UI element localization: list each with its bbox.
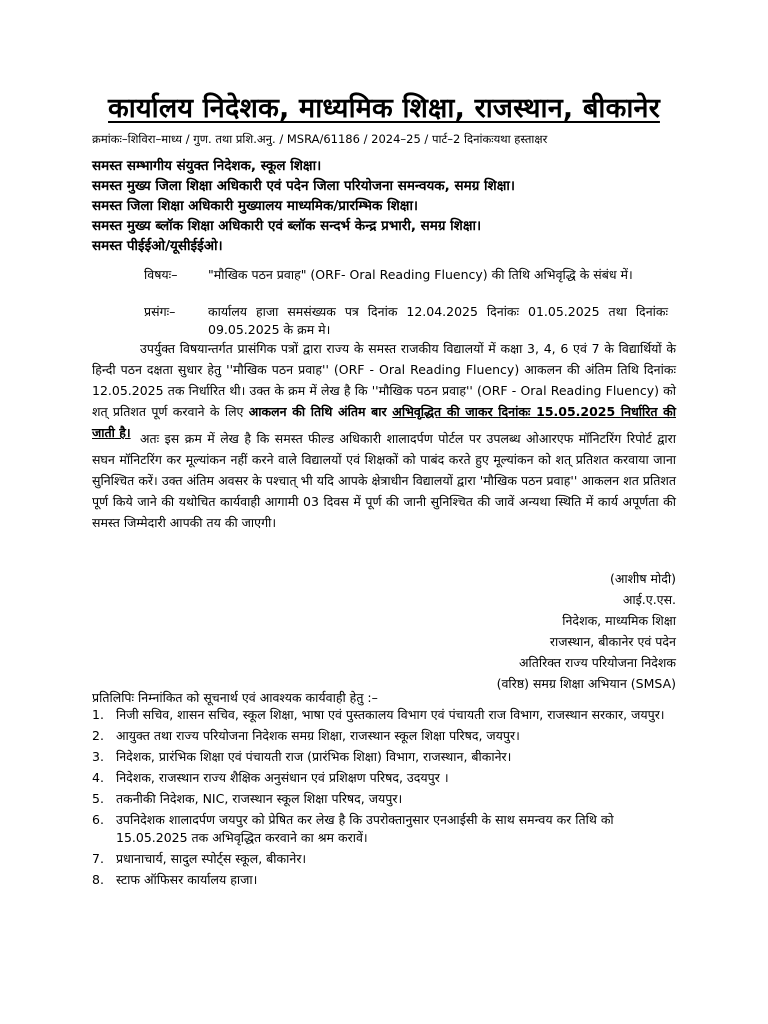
list-item [92, 748, 676, 766]
list-item-text: तकनीकी निदेशक, NIC, राजस्थान स्कूल शिक्षा परिषद, जयपुर। [116, 791, 403, 806]
signatory-designation: राजस्थान, बीकानेर एवं पदेन [549, 634, 676, 649]
copy-to-list [92, 706, 676, 892]
list-item-text: स्टाफ ऑफिसर कार्यालय हाजा। [116, 872, 258, 887]
list-item [92, 727, 676, 745]
list-item [92, 811, 676, 847]
signatory-designation: (वरिष्ठ) समग्र शिक्षा अभियान (SMSA) [496, 676, 676, 691]
list-item-text: प्रधानाचार्य, सादुल स्पोर्ट्स स्कूल, बीकानेर। [116, 851, 307, 866]
body-paragraph-1-bold-underlined: अभिवृद्धित की जाकर दिनांकः 15.05.2025 निर्धारित की जाती है। [92, 404, 676, 440]
list-item-number: 4. [92, 770, 104, 785]
addressee-line: समस्त सम्भागीय संयुक्त निदेशक, स्कूल शिक्षा। [92, 158, 322, 174]
addressee-line: समस्त जिला शिक्षा अधिकारी मुख्यालय माध्यमिक/प्रारम्भिक शिक्षा। [92, 198, 419, 214]
list-item [92, 871, 676, 889]
list-item-number: 7. [92, 851, 104, 866]
signature-block [497, 568, 676, 694]
copy-to-heading: प्रतिलिपिः निम्नांकित को सूचनार्थ एवं आवश्यक कार्यवाही हेतु :– [92, 690, 378, 705]
list-item-number: 2. [92, 728, 104, 743]
subject-label: विषयः– [144, 267, 178, 282]
addressee-line: समस्त मुख्य जिला शिक्षा अधिकारी एवं पदेन जिला परियोजना समन्वयक, समग्र शिक्षा। [92, 178, 515, 194]
list-item-number: 1. [92, 707, 104, 722]
list-item-number: 8. [92, 872, 104, 887]
signatory-designation: अतिरिक्त राज्य परियोजना निदेशक [518, 655, 676, 670]
reference-label: प्रसंगः– [144, 304, 176, 319]
signatory-designation: निदेशक, माध्यमिक शिक्षा [562, 613, 676, 628]
list-item [92, 790, 676, 808]
list-item [92, 769, 676, 787]
list-item-text: निजी सचिव, शासन सचिव, स्कूल शिक्षा, भाषा एवं पुस्तकालय विभाग एवं पंचायती राज विभाग, राजस्थान सरकार, जयपुर। [116, 707, 665, 722]
list-item-number: 5. [92, 791, 104, 806]
subject-text: "मौखिक पठन प्रवाह" (ORF- Oral Reading Fluency) की तिथि अभिवृद्धि के संबंध में। [208, 267, 633, 282]
reference-number-line: क्रमांकः–शिविरा–माध्य / गुण. तथा प्रशि.अनु. / MSRA/61186 / 2024–25 / पार्ट–2 दिनांकःयथा हस्ताक्षर [92, 132, 548, 146]
list-item-number: 6. [92, 812, 104, 827]
addressee-line: समस्त पीईईओ/यूसीईईओ। [92, 238, 223, 254]
addressee-block [92, 156, 692, 256]
body-paragraph-1-bold: आकलन की तिथि अंतिम बार [248, 404, 393, 419]
reference-text: कार्यालय हाजा समसंख्यक पत्र दिनांक 12.04.2025 दिनांकः 01.05.2025 तथा दिनांकः 09.05.2025 के क्रम मे। [208, 304, 668, 337]
list-item-number: 3. [92, 749, 104, 764]
signatory-name: (आशीष मोदी) [609, 571, 676, 586]
body-paragraph-2 [92, 428, 676, 533]
list-item-text: आयुक्त तथा राज्य परियोजना निदेशक समग्र शिक्षा, राजस्थान स्कूल शिक्षा परिषद, जयपुर। [116, 728, 520, 743]
list-item [92, 706, 676, 724]
signatory-service: आई.ए.एस. [622, 592, 676, 607]
addressee-line: समस्त मुख्य ब्लॉक शिक्षा अधिकारी एवं ब्लॉक सन्दर्भ केन्द्र प्रभारी, समग्र शिक्षा। [92, 218, 482, 234]
body-paragraph-1-text: उपर्युक्त विषयान्तर्गत प्रासंगिक पत्रों द्वारा राज्य के समस्त राजकीय विद्यालयों में कक्षा 3, 4, 6 एवं 7 के विद्यार्थियों के हिन्दी पठन दक्षता सुधार हेतु ''मौखिक पठन प्रवाह'' (ORF - Oral Reading Fluency) आकलन की अंतिम तिथि दिनांकः 12.05.2025 तक निर्धारित थी। उक्त के क्रम में लेख है कि ''मौखिक पठन प्रवाह'' (ORF - Oral Reading Fluency) को शत् प्रतिशत पूर्ण करवाने के लिए [92, 341, 676, 419]
list-item-text: निदेशक, राजस्थान राज्य शैक्षिक अनुसंधान एवं प्रशिक्षण परिषद, उदयपुर । [116, 770, 449, 785]
list-item [92, 850, 676, 868]
office-title: कार्यालय निदेशक, माध्यमिक शिक्षा, राजस्थान, बीकानेर [108, 93, 660, 124]
list-item-text: निदेशक, प्रारंभिक शिक्षा एवं पंचायती राज (प्रारंभिक शिक्षा) विभाग, राजस्थान, बीकानेर। [116, 749, 512, 764]
list-item-text: उपनिदेशक शालादर्पण जयपुर को प्रेषित कर लेख है कि उपरोक्तानुसार एनआईसी के साथ समन्वय कर तिथि को 15.05.2025 तक अभिवृद्धित करवाने का श्रम करावें। [116, 812, 614, 845]
body-paragraph-2-text: अतः इस क्रम में लेख है कि समस्त फील्ड अधिकारी शालादर्पण पोर्टल पर उपलब्ध ओआरएफ मॉनिटरिंग रिपोर्ट द्वारा सघन मॉनिटरिंग कर मूल्यांकन नहीं करने वाले विद्यालयों एवं शिक्षकों को पाबंद करते हुए मूल्यांकन को शत् प्रतिशत करवाया जाना सुनिश्चित करें। उक्त अंतिम अवसर के पश्चात् भी यदि आपके क्षेत्राधीन विद्यालयों द्वारा 'मौखिक पठन प्रवाह'' आकलन शत प्रतिशत पूर्ण किये जाने की यथोचित कार्यवाही आगामी 03 दिवस में पूर्ण की जानी सुनिश्चित की जावें अन्यथा स्थिति में कार्य अपूर्णता की समस्त जिम्मेदारी आपकी तय की जाएगी। [92, 431, 676, 530]
